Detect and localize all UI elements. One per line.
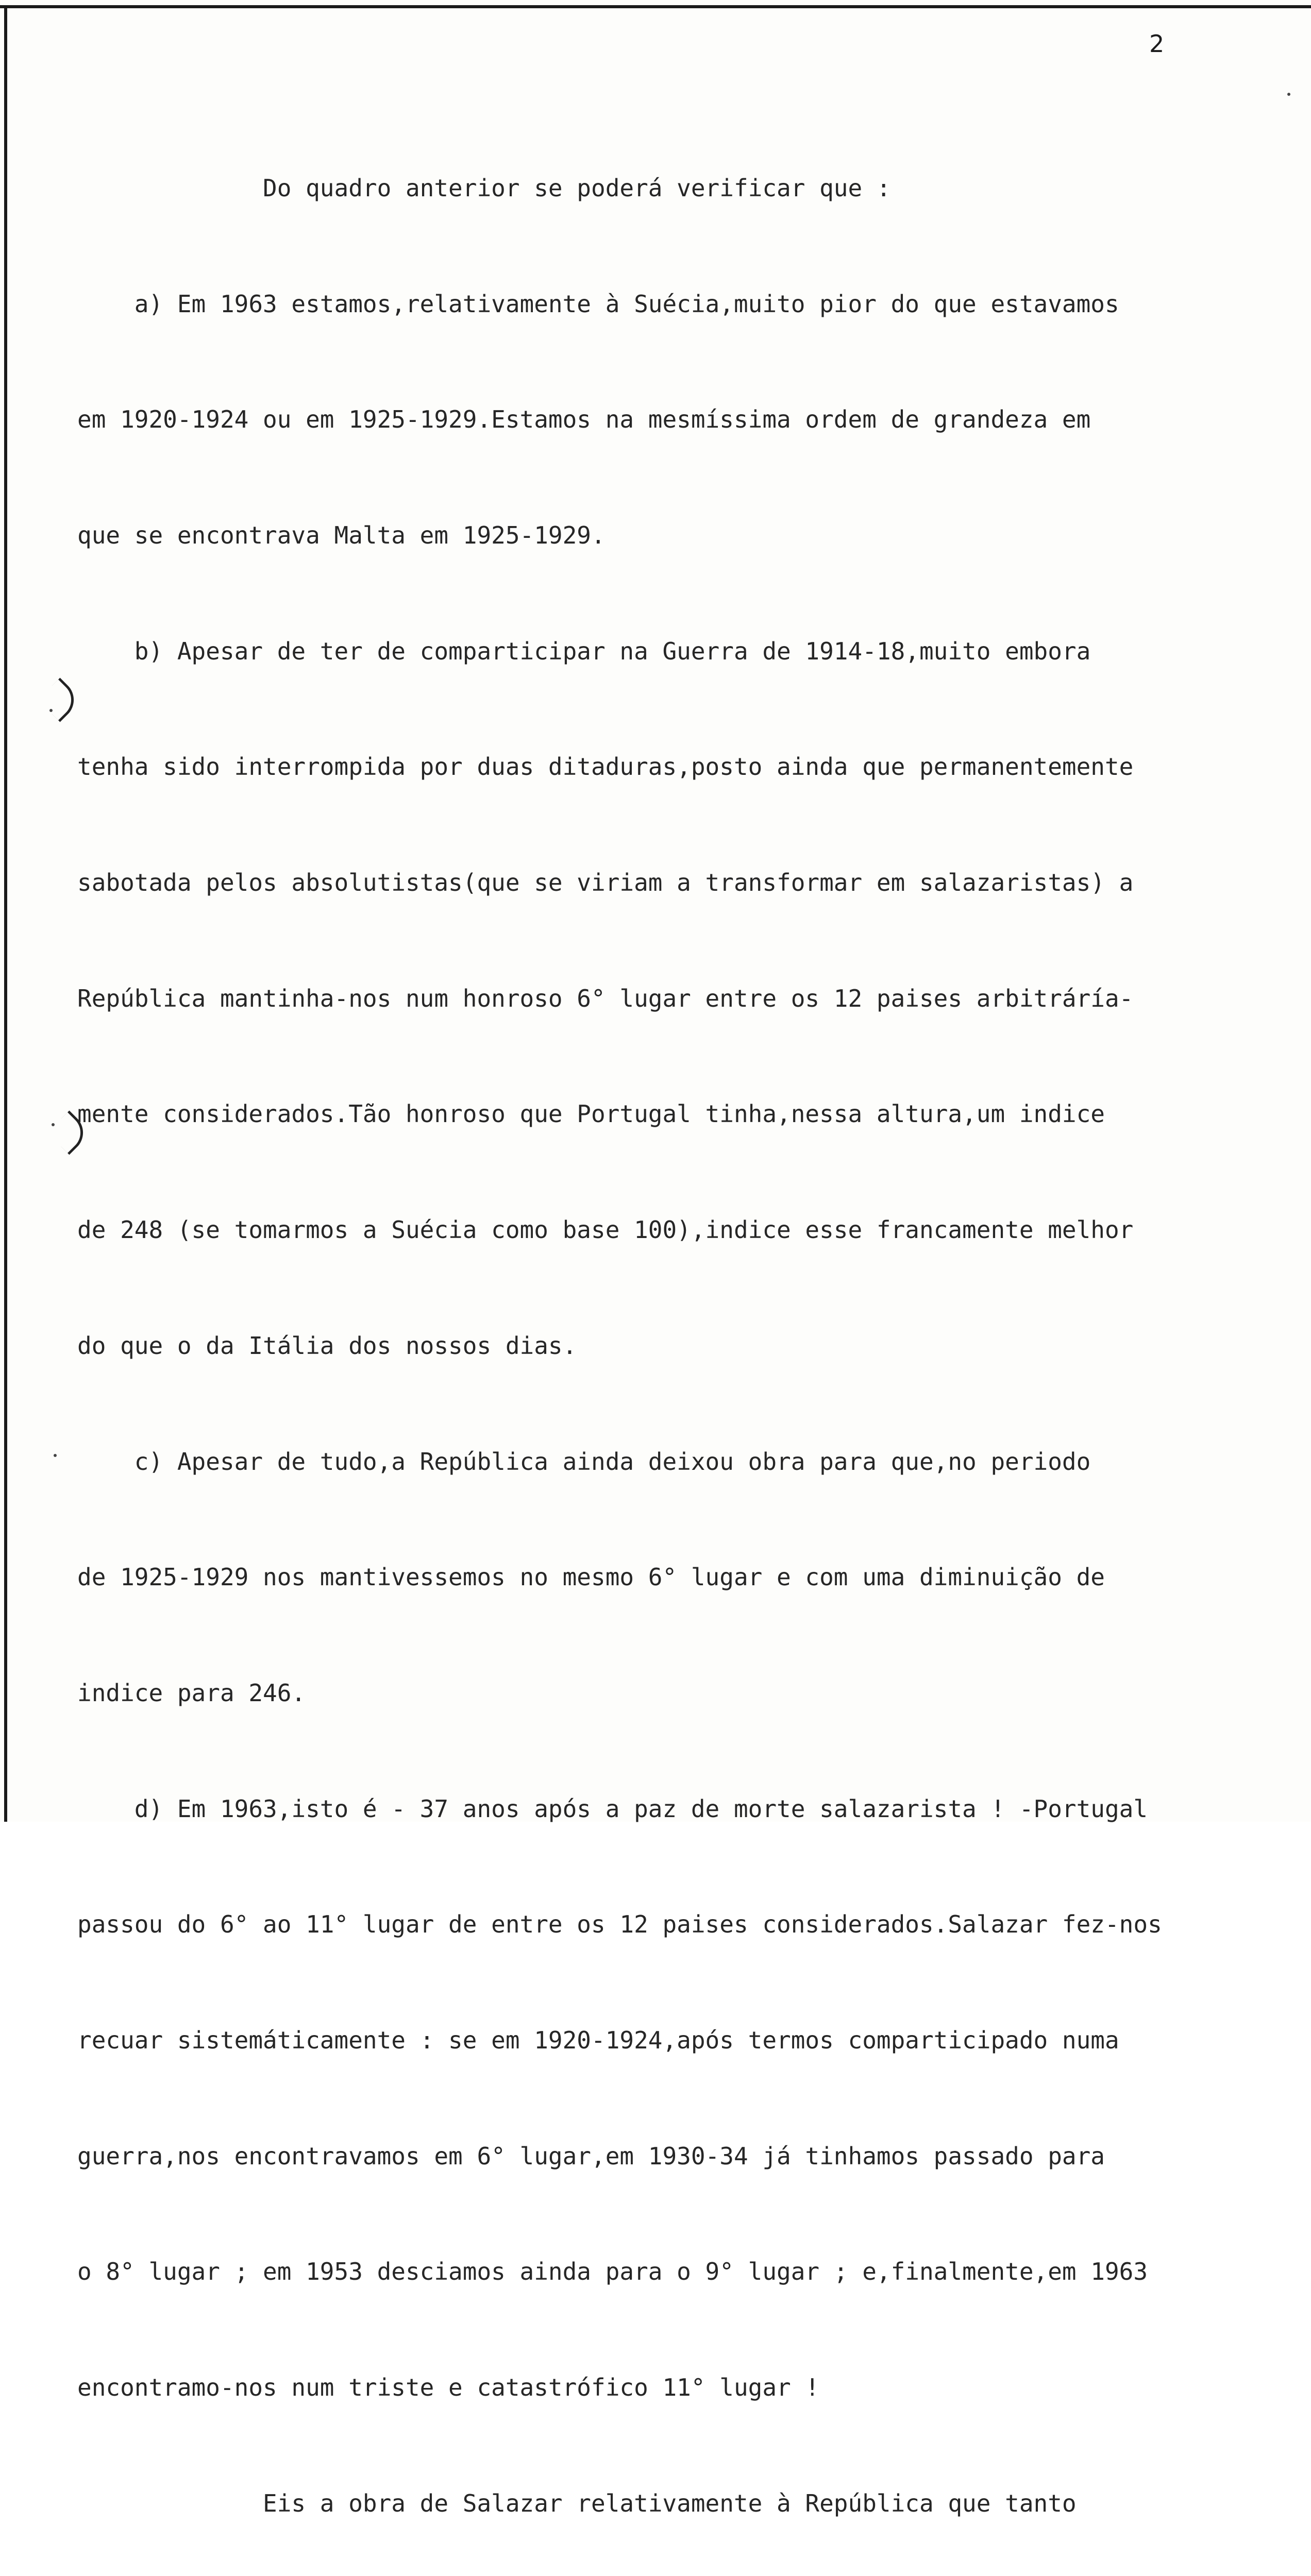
text-line: de 1925-1929 nos mantivessemos no mesmo 6° lugar e com uma diminuição de (77, 1563, 1105, 1591)
text-line: mente considerados.Tão honroso que Portugal tinha,nessa altura,um indice (77, 1100, 1105, 1128)
text-line: a) Em 1963 estamos,relativamente à Suécia,muito pior do que estavamos (77, 290, 1119, 318)
text-line: Eis a obra de Salazar relativamente à República que tanto (77, 2489, 1077, 2517)
text-line: o 8° lugar ; em 1953 desciamos ainda para o 9° lugar ; e,finalmente,em 1963 (77, 2258, 1148, 2286)
text-line: encontramo-nos num triste e catastrófico 11° lugar ! (77, 2374, 820, 2402)
text-line: sabotada pelos absolutistas(que se viriam a transformar em salazaristas) a (77, 869, 1134, 897)
text-line: c) Apesar de tudo,a República ainda deixou obra para que,no periodo (77, 1447, 1091, 1476)
text-line: de 248 (se tomarmos a Suécia como base 100),indice esse francamente melhor (77, 1216, 1134, 1244)
text-line: em 1920-1924 ou em 1925-1929.Estamos na mesmíssima ordem de grandeza em (77, 405, 1091, 434)
text-line: indice para 246. (77, 1679, 306, 1707)
page-number: 2 (1149, 30, 1165, 58)
margin-arrow-mark (38, 677, 82, 722)
typed-body-text (77, 92, 1278, 2576)
text-line: passou do 6° ao 11° lugar de entre os 12 paises considerados.Salazar fez-nos (77, 1910, 1162, 1939)
text-line: b) Apesar de ter de comparticipar na Guerra de 1914-18,muito embora (77, 637, 1091, 665)
text-line: Do quadro anterior se poderá verificar que : (77, 174, 891, 202)
page-left-edge (4, 5, 7, 1822)
page-top-edge (0, 5, 1311, 8)
text-line: recuar sistemáticamente : se em 1920-1924,após termos comparticipado numa (77, 2026, 1119, 2055)
text-line: tenha sido interrompida por duas ditaduras,posto ainda que permanentemente (77, 753, 1134, 781)
text-line: do que o da Itália dos nossos dias. (77, 1331, 577, 1360)
text-line: que se encontrava Malta em 1925-1929. (77, 521, 606, 549)
text-line: d) Em 1963,isto é - 37 anos após a paz de morte salazarista ! -Portugal (77, 1794, 1148, 1823)
margin-mark (54, 1454, 57, 1457)
text-line: República mantinha-nos num honroso 6° lugar entre os 12 paises arbitráría- (77, 984, 1134, 1012)
margin-mark (1287, 93, 1290, 96)
text-line: guerra,nos encontravamos em 6° lugar,em 1930-34 já tinhamos passado para (77, 2142, 1105, 2170)
